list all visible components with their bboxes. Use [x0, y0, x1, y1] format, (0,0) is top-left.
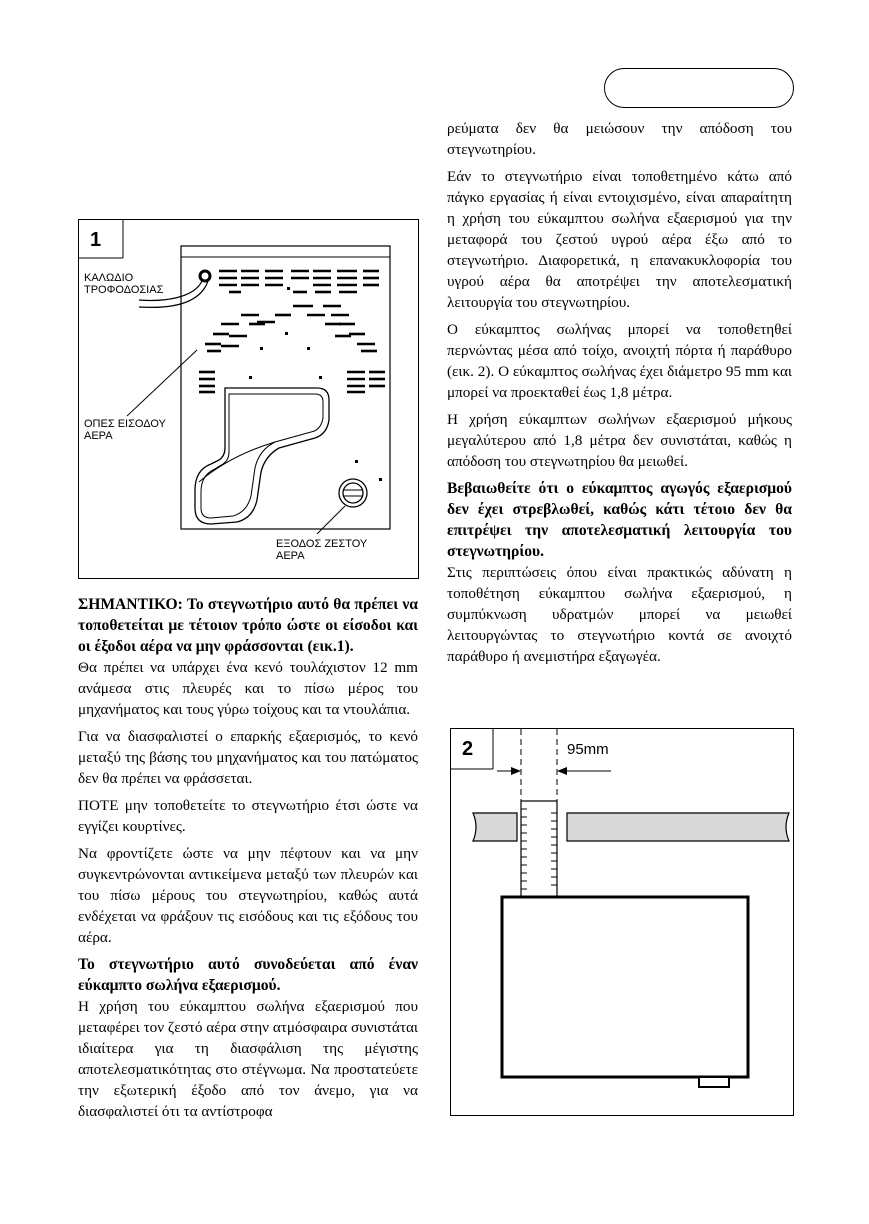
heading-no-kinks: Βεβαιωθείτε ότι ο εύκαμπτος αγωγός εξαερισμού δεν έχει στρεβλωθεί, καθώς κάτι τέτοιο δεν θα επιτρέψει την αποτελεσματική λειτουργία του στεγνωτηρίου.	[447, 480, 792, 560]
paragraph-under-counter: Εάν το στεγνωτήριο είναι τοποθετημένο κάτω από πάγκο εργασίας ή είναι εντοιχισμένο, είναι απαραίτητη η χρήση του εύκαμπτου σωλήνα εξαερισμού για την μεταφορά του ζεστού υγρού αέρα έξω από το στεγνωτήριο. Διαφορετικά, η επανακυκλοφορία του υγρού αέρα θα αποτρέψει την αποτελεσματική λειτουργία του στεγνωτηρίου.	[447, 168, 792, 311]
right-column-text	[447, 118, 792, 673]
figure-1-number: 1	[90, 229, 102, 251]
left-column-text	[78, 594, 418, 1128]
paragraph-hose-installation: Ο εύκαμπτος σωλήνας μπορεί να τοποθετηθεί περνώντας μέσα από τοίχο, ανοιχτή πόρτα ή παράθυρο (εικ. 2). Ο εύκαμπτος σωλήνας έχει διάμετρο 95 mm και μπορεί να προεκταθεί έως 1,8 μέτρα.	[447, 321, 792, 401]
label-power-cable: ΚΑΛΩΔΙΟ ΤΡΟΦΟΔΟΣΙΑΣ	[84, 272, 164, 296]
paragraph-curtains-warning: ΠΟΤΕ μην τοποθετείτε το στεγνωτήριο έτσι ώστε να εγγίζει κουρτίνες.	[78, 797, 418, 835]
paragraph-backdraft-continued: ρεύματα δεν θα μειώσουν την απόδοση του στεγνωτηρίου.	[447, 120, 792, 158]
figure-2-drawing	[451, 729, 795, 1117]
paragraph-condensation: Στις περιπτώσεις όπου είναι πρακτικώς αδύνατη η τοποθέτηση εύκαμπτου σωλήνα εξαερισμού, η συμπύκνωση υδρατμών μπορεί να μειωθεί λειτουργώντας το στεγνωτήριο κοντά σε ανοιχτό παράθυρο ή ανεμιστήρα εξαγωγέα.	[447, 564, 792, 665]
label-air-inlets: ΟΠΕΣ ΕΙΣΟΔΟΥ ΑΕΡΑ	[84, 418, 166, 442]
figure-2-vent-hose-through-wall	[450, 728, 794, 1116]
figure-1-dryer-rear-view	[78, 219, 419, 579]
paragraph-base-ventilation: Για να διασφαλιστεί ο επαρκής εξαερισμός, το κενό μεταξύ της βάσης του μηχανήματος και του πατώματος δεν θα πρέπει να φράσσεται.	[78, 728, 418, 787]
paragraph-objects-warning: Να φροντίζετε ώστε να μην πέφτουν και να μην συγκεντρώνονται αντικείμενα μεταξύ των πλευρών και του πίσω μέρους του στεγνωτηρίου, καθώς αυτά ενδέχεται να φράξουν τις εισόδους και τις εξόδους του αέρα.	[78, 845, 418, 946]
paragraph-hose-length-warning: Η χρήση εύκαμπτων σωλήνων εξαερισμού μήκους μεγαλύτερου από 1,8 μέτρα δεν συνιστάται, καθώς η απόδοση του στεγνωτηρίου θα μειωθεί.	[447, 411, 792, 470]
heading-vent-hose-supplied: Το στεγνωτήριο αυτό συνοδεύεται από έναν εύκαμπτο σωλήνα εξαερισμού.	[78, 956, 418, 994]
dimension-label-95mm: 95mm	[567, 741, 609, 758]
figure-2-number: 2	[462, 738, 474, 760]
paragraph-clearance: Θα πρέπει να υπάρχει ένα κενό τουλάχιστον 12 mm ανάμεσα στις πλευρές και το πίσω μέρος του μηχανήματος και τους γύρω τοίχους και τα ντουλάπια.	[78, 659, 418, 718]
page-tab-outline	[604, 68, 794, 108]
label-hot-air-outlet: ΕΞΟΔΟΣ ΖΕΣΤΟΥ ΑΕΡΑ	[276, 538, 368, 562]
heading-important-notice: ΣΗΜΑΝΤΙΚΟ: Το στεγνωτήριο αυτό θα πρέπει να τοποθετείται με τέτοιον τρόπο ώστε οι είσοδοι και οι έξοδοι αέρα να μην φράσσονται (εικ.1).	[78, 596, 418, 655]
paragraph-vent-hose-use: Η χρήση του εύκαμπτου σωλήνα εξαερισμού που μεταφέρει τον ζεστό αέρα στην ατμόσφαιρα συνιστάται ιδιαίτερα για τη διασφάλιση της μέγιστης αποτελεσματικότητας στο στέγνωμα. Να προστατεύετε την εξωτερική έξοδο από τον άνεμο, για να διασφαλιστεί ότι τα αντίστροφα	[78, 998, 419, 1120]
